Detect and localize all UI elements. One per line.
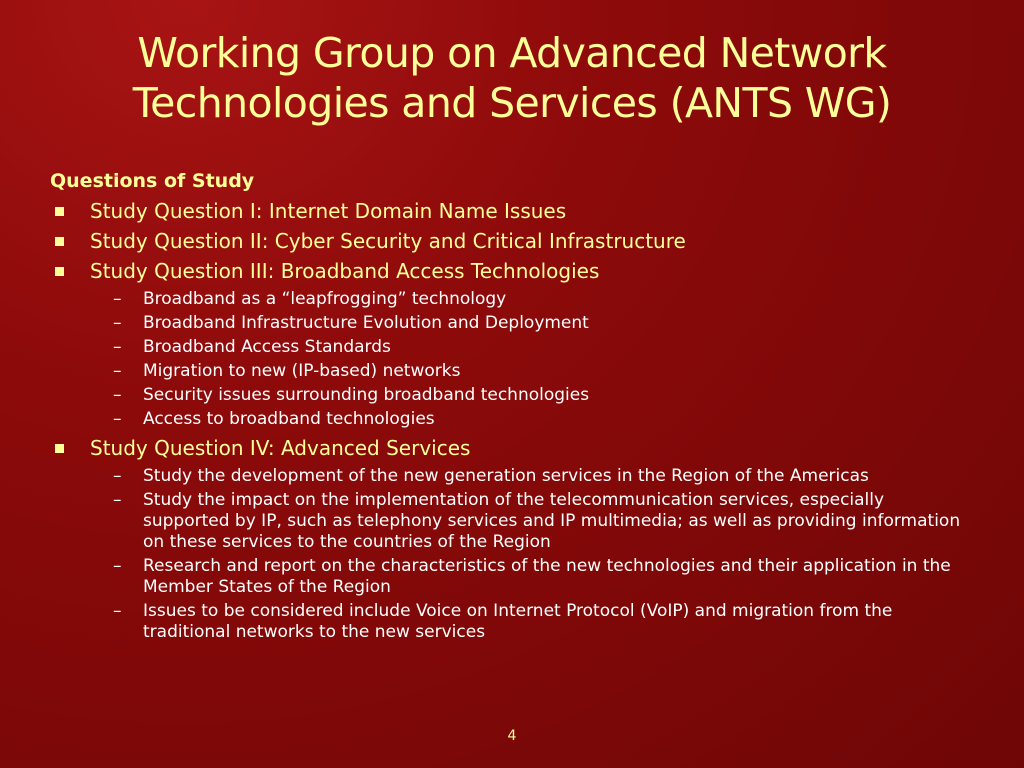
sub-item-text: Study the impact on the implementation of the telecommunication services, especially supported by IP, such as telephony services and IP multimedia; as well as providing information on these services to the countries of the Region xyxy=(143,490,961,552)
square-bullet-icon xyxy=(55,207,64,216)
dash-bullet-icon: – xyxy=(113,490,122,510)
dash-bullet-icon: – xyxy=(113,337,122,357)
sub-item xyxy=(50,601,963,643)
sub-item xyxy=(50,337,963,358)
sub-item-text: Security issues surrounding broadband technologies xyxy=(143,385,590,405)
sub-item-text: Broadband as a “leapfrogging” technology xyxy=(143,289,507,309)
dash-bullet-icon: – xyxy=(113,361,122,381)
dash-bullet-icon: – xyxy=(113,466,122,486)
sub-item-text: Research and report on the characteristics of the new technologies and their application in the Member States of the Region xyxy=(143,556,951,597)
study-question-2 xyxy=(50,226,970,256)
study-question-4 xyxy=(50,433,970,463)
square-bullet-icon xyxy=(55,237,64,246)
square-bullet-icon xyxy=(55,267,64,276)
sub-item xyxy=(50,466,963,487)
page-number: 4 xyxy=(507,728,517,744)
sub-item xyxy=(50,289,963,310)
sub-item-text: Broadband Access Standards xyxy=(143,337,391,357)
study-question-label: Study Question I: Internet Domain Name Issues xyxy=(90,199,567,223)
sub-item xyxy=(50,361,963,382)
sub-item xyxy=(50,313,963,334)
square-bullet-icon xyxy=(55,444,64,453)
slide-title-line-1: Working Group on Advanced Network xyxy=(137,29,887,77)
sub-item-text: Issues to be considered include Voice on Internet Protocol (VoIP) and migration from the traditional networks to the new services xyxy=(143,601,893,642)
study-question-label: Study Question III: Broadband Access Technologies xyxy=(90,259,600,283)
sub-item xyxy=(50,385,963,406)
slide-title-line-2: Technologies and Services (ANTS WG) xyxy=(132,79,892,127)
dash-bullet-icon: – xyxy=(113,409,122,429)
study-question-label: Study Question II: Cyber Security and Critical Infrastructure xyxy=(90,229,686,253)
study-question-label: Study Question IV: Advanced Services xyxy=(90,436,471,460)
study-question-3 xyxy=(50,256,970,286)
section-heading: Questions of Study xyxy=(50,170,255,192)
dash-bullet-icon: – xyxy=(113,313,122,333)
slide-title xyxy=(60,28,964,128)
sub-item-text: Study the development of the new generation services in the Region of the Americas xyxy=(143,466,869,486)
sub-item xyxy=(50,409,963,430)
dash-bullet-icon: – xyxy=(113,556,122,576)
slide-body xyxy=(50,166,970,646)
sub-item xyxy=(50,556,963,598)
dash-bullet-icon: – xyxy=(113,385,122,405)
sub-item-text: Migration to new (IP-based) networks xyxy=(143,361,461,381)
sub-item-text: Broadband Infrastructure Evolution and Deployment xyxy=(143,313,589,333)
study-question-1 xyxy=(50,196,970,226)
sub-item xyxy=(50,490,963,553)
sub-item-text: Access to broadband technologies xyxy=(143,409,435,429)
dash-bullet-icon: – xyxy=(113,601,122,621)
dash-bullet-icon: – xyxy=(113,289,122,309)
